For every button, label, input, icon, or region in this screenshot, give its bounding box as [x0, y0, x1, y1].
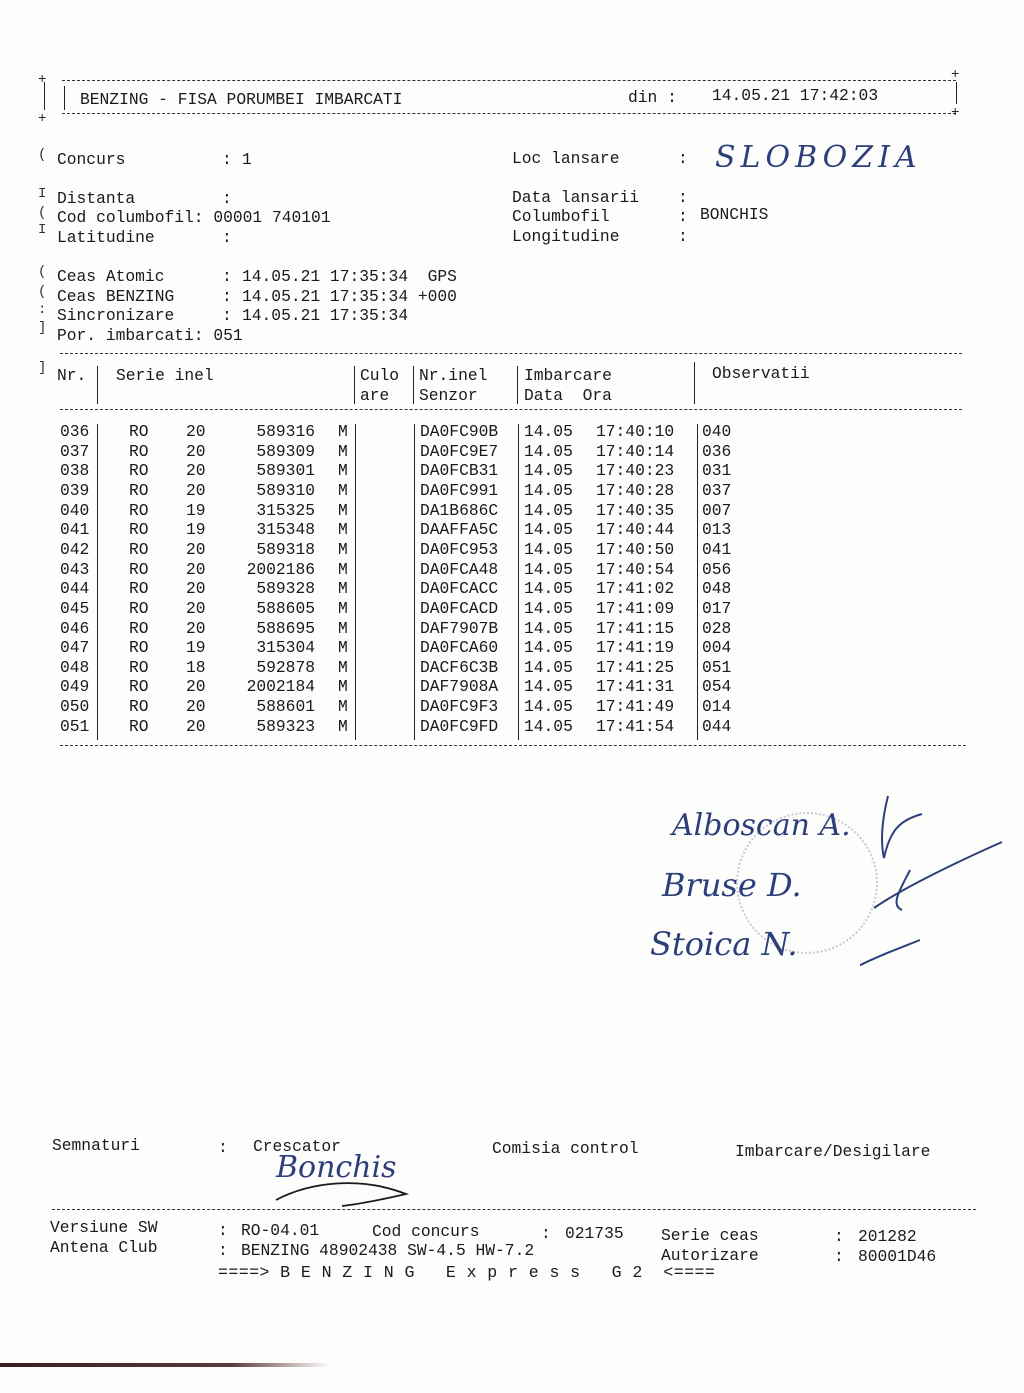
cell-nr: 050	[60, 697, 90, 717]
cell-sex: M	[338, 657, 348, 677]
columbofil-value: BONCHIS	[700, 205, 769, 224]
cell-tara: RO	[129, 657, 149, 677]
cell-an: 20	[186, 618, 206, 638]
cell-obs: 004	[702, 638, 732, 658]
margin-mark: (	[38, 264, 47, 280]
cell-senzor: DA0FCACC	[420, 579, 499, 599]
cell-an: 20	[186, 697, 206, 717]
header-inner-border	[64, 86, 65, 110]
cell-numar: 589328	[256, 579, 315, 599]
serie-ceas-label: Serie ceas	[661, 1226, 759, 1245]
cell-senzor: DA0FC9E7	[420, 441, 499, 461]
din-label: din :	[628, 88, 677, 107]
colon: :	[218, 1138, 228, 1157]
cell-data: 14.05	[524, 716, 573, 736]
cell-nr: 037	[60, 441, 90, 461]
cell-senzor: DACF6C3B	[420, 657, 499, 677]
cell-nr: 044	[60, 579, 90, 599]
col-sep	[354, 366, 355, 404]
versiune-sw-value: RO-04.01	[241, 1221, 320, 1240]
table-header-rule	[60, 409, 962, 410]
por-imbarcati-label-text: Por. imbarcati	[57, 326, 194, 345]
cell-tara: RO	[129, 579, 149, 599]
cell-numar: 588695	[256, 618, 315, 638]
cell-senzor: DAF7908A	[420, 677, 499, 697]
cell-senzor: DA0FC90B	[420, 422, 499, 441]
corner-mark: +	[951, 67, 960, 83]
cell-an: 19	[186, 500, 206, 520]
cell-ora: 17:40:35	[596, 500, 675, 520]
cell-ora: 17:40:54	[596, 559, 675, 579]
cell-numar: 589310	[256, 480, 315, 500]
cod-concurs-label: Cod concurs	[372, 1222, 480, 1241]
cell-tara: RO	[129, 500, 149, 520]
distanta-label: Distanta	[57, 189, 136, 208]
colon: :	[678, 227, 688, 246]
cell-numar: 2002184	[246, 677, 315, 697]
cell-data: 14.05	[524, 441, 573, 461]
col-sep	[517, 366, 518, 404]
cell-nr: 041	[60, 520, 90, 540]
cell-sex: M	[338, 716, 348, 736]
loc-lansare-label: Loc lansare	[512, 149, 620, 168]
sincronizare-label: Sincronizare	[57, 306, 175, 325]
header-bottom-rule	[62, 113, 956, 114]
cell-senzor: DA1B686C	[420, 500, 499, 520]
sincronizare-value: 14.05.21 17:35:34	[242, 306, 409, 325]
data-lansarii-label: Data lansarii	[512, 188, 640, 207]
crescator-signature-stroke	[270, 1168, 420, 1212]
cell-an: 20	[186, 677, 206, 697]
cell-ora: 17:41:54	[596, 716, 675, 736]
commission-signature-1: Alboscan A.	[672, 808, 851, 843]
cell-numar: 315304	[256, 638, 315, 658]
cell-senzor: DA0FC9F3	[420, 697, 499, 717]
signatures-rule	[52, 1209, 976, 1210]
col-sep	[355, 424, 356, 740]
cell-an: 18	[186, 657, 206, 677]
colon: :	[222, 189, 232, 208]
cell-tara: RO	[129, 539, 149, 559]
concurs-value: 1	[242, 150, 252, 169]
cell-sex: M	[338, 500, 348, 520]
cell-sex: M	[338, 441, 348, 461]
col-header-serie-inel: Serie inel	[116, 366, 214, 385]
cell-tara: RO	[129, 422, 149, 441]
cod-columbofil-label: Cod columbofil: 00001 740101	[57, 208, 331, 227]
colon: :	[222, 287, 232, 306]
cell-ora: 17:41:15	[596, 618, 675, 638]
colon: :	[834, 1227, 844, 1246]
cell-senzor: DA0FC991	[420, 480, 499, 500]
cell-obs: 031	[702, 461, 732, 481]
cell-data: 14.05	[524, 618, 573, 638]
colon: :	[218, 1221, 228, 1240]
cell-nr: 047	[60, 638, 90, 658]
margin-mark: (	[38, 284, 47, 300]
columbofil-label: Columbofil	[512, 207, 610, 226]
por-imbarcati-value: 051	[213, 326, 243, 345]
cod-concurs-value: 021735	[565, 1224, 624, 1243]
cell-an: 20	[186, 480, 206, 500]
col-header-culoare-1: Culo	[360, 366, 400, 385]
cell-tara: RO	[129, 480, 149, 500]
table-bottom-rule	[60, 745, 966, 746]
commission-signature-2: Bruse D.	[662, 866, 802, 904]
col-header-nr-inel-1: Nr.inel	[419, 366, 488, 385]
antena-club-value: BENZING 48902438 SW-4.5 HW-7.2	[241, 1241, 535, 1260]
col-sep	[414, 424, 415, 740]
cell-data: 14.05	[524, 638, 573, 658]
cell-numar: 588601	[256, 697, 315, 717]
benzing-express-banner: ====> B E N Z I N G E x p r e s s G 2 <====	[218, 1263, 716, 1282]
cell-obs: 028	[702, 618, 732, 638]
cell-ora: 17:41:25	[596, 657, 675, 677]
ceas-benzing-label: Ceas BENZING	[57, 287, 175, 306]
cell-senzor: DA0FCA60	[420, 638, 499, 658]
cell-sex: M	[338, 520, 348, 540]
margin-mark: :	[38, 302, 47, 318]
cell-obs: 017	[702, 598, 732, 618]
corner-mark: +	[38, 111, 47, 127]
cell-nr: 046	[60, 618, 90, 638]
cell-an: 19	[186, 520, 206, 540]
cell-obs: 014	[702, 697, 732, 717]
autorizare-value: 80001D46	[858, 1247, 937, 1266]
cell-an: 20	[186, 579, 206, 599]
paper-edge	[0, 1363, 330, 1367]
col-sep	[697, 424, 698, 740]
cell-data: 14.05	[524, 677, 573, 697]
signature-strokes	[860, 790, 1010, 990]
cell-data: 14.05	[524, 480, 573, 500]
header-top-rule	[62, 80, 956, 81]
ceas-atomic-label: Ceas Atomic	[57, 267, 165, 286]
cell-an: 20	[186, 598, 206, 618]
cell-data: 14.05	[524, 539, 573, 559]
semnaturi-label: Semnaturi	[52, 1136, 140, 1155]
ceas-benzing-value: 14.05.21 17:35:34 +000	[242, 287, 457, 306]
cell-obs: 013	[702, 520, 732, 540]
cell-nr: 039	[60, 480, 90, 500]
cell-sex: M	[338, 422, 348, 441]
cell-ora: 17:41:02	[596, 579, 675, 599]
cell-obs: 037	[702, 480, 732, 500]
cell-ora: 17:41:09	[596, 598, 675, 618]
cell-sex: M	[338, 579, 348, 599]
cell-tara: RO	[129, 638, 149, 658]
cell-obs: 054	[702, 677, 732, 697]
versiune-sw-label: Versiune SW	[50, 1218, 158, 1237]
cell-nr: 051	[60, 716, 90, 736]
cell-ora: 17:40:10	[596, 422, 675, 441]
cod-columbofil-value: 00001 740101	[213, 208, 331, 227]
colon: :	[678, 149, 688, 168]
cell-tara: RO	[129, 677, 149, 697]
col-sep	[694, 362, 695, 404]
colon: :	[222, 267, 232, 286]
colon: :	[222, 150, 232, 169]
cell-senzor: DA0FC9FD	[420, 716, 499, 736]
cell-ora: 17:41:49	[596, 697, 675, 717]
col-sep	[97, 424, 98, 740]
col-sep	[518, 424, 519, 740]
cell-tara: RO	[129, 598, 149, 618]
cell-obs: 036	[702, 441, 732, 461]
cell-sex: M	[338, 618, 348, 638]
margin-mark: I	[38, 186, 47, 202]
cell-an: 20	[186, 539, 206, 559]
cell-sex: M	[338, 539, 348, 559]
cell-an: 19	[186, 638, 206, 658]
cell-ora: 17:41:19	[596, 638, 675, 658]
cell-obs: 051	[702, 657, 732, 677]
cell-data: 14.05	[524, 461, 573, 481]
header-right-border	[956, 82, 957, 104]
cell-data: 14.05	[524, 657, 573, 677]
por-imbarcati-label: Por. imbarcati: 051	[57, 326, 243, 345]
cell-an: 20	[186, 441, 206, 461]
crescator-signature: Bonchis	[276, 1150, 397, 1185]
col-header-observatii: Observatii	[712, 364, 810, 383]
cell-numar: 589323	[256, 716, 315, 736]
ceas-atomic-value: 14.05.21 17:35:34 GPS	[242, 267, 457, 286]
cell-obs: 007	[702, 500, 732, 520]
margin-mark: ]	[38, 320, 47, 336]
cell-senzor: DAF7907B	[420, 618, 499, 638]
cell-tara: RO	[129, 716, 149, 736]
antena-club-label: Antena Club	[50, 1238, 158, 1257]
cell-tara: RO	[129, 697, 149, 717]
latitudine-label: Latitudine	[57, 228, 155, 247]
cell-obs: 048	[702, 579, 732, 599]
cell-sex: M	[338, 461, 348, 481]
din-value: 14.05.21 17:42:03	[712, 86, 879, 105]
cell-an: 20	[186, 461, 206, 481]
loc-lansare-handwritten: SLOBOZIA	[715, 140, 922, 175]
corner-mark: +	[951, 105, 960, 121]
serie-ceas-value: 201282	[858, 1227, 917, 1246]
cell-tara: RO	[129, 520, 149, 540]
longitudine-label: Longitudine	[512, 227, 620, 246]
cell-data: 14.05	[524, 422, 573, 441]
comisia-control-label: Comisia control	[492, 1139, 639, 1158]
margin-mark: I	[38, 222, 47, 238]
cell-nr: 043	[60, 559, 90, 579]
cell-obs: 044	[702, 716, 732, 736]
margin-mark: ]	[38, 360, 47, 376]
cell-data: 14.05	[524, 559, 573, 579]
colon: :	[222, 228, 232, 247]
cell-ora: 17:40:44	[596, 520, 675, 540]
cell-data: 14.05	[524, 500, 573, 520]
cell-numar: 589309	[256, 441, 315, 461]
cell-nr: 045	[60, 598, 90, 618]
autorizare-label: Autorizare	[661, 1246, 759, 1265]
cell-an: 20	[186, 422, 206, 441]
cell-numar: 2002186	[246, 559, 315, 579]
col-header-nr-inel-2: Senzor	[419, 386, 478, 405]
table-top-rule	[60, 353, 962, 354]
commission-signature-3: Stoica N.	[650, 925, 798, 963]
cell-ora: 17:40:28	[596, 480, 675, 500]
document-title: BENZING - FISA PORUMBEI IMBARCATI	[80, 90, 403, 109]
col-header-imbarcare-2: Data Ora	[524, 386, 612, 405]
cell-senzor: DA0FC953	[420, 539, 499, 559]
cell-sex: M	[338, 559, 348, 579]
cell-nr: 038	[60, 461, 90, 481]
cell-nr: 048	[60, 657, 90, 677]
colon: :	[218, 1241, 228, 1260]
cod-columbofil-label-text: Cod columbofil	[57, 208, 194, 227]
cell-tara: RO	[129, 441, 149, 461]
cell-numar: 315325	[256, 500, 315, 520]
cell-tara: RO	[129, 559, 149, 579]
cell-tara: RO	[129, 461, 149, 481]
crescator-label: Crescator	[253, 1137, 341, 1156]
cell-tara: RO	[129, 618, 149, 638]
cell-sex: M	[338, 677, 348, 697]
cell-numar: 588605	[256, 598, 315, 618]
cell-numar: 592878	[256, 657, 315, 677]
cell-nr: 049	[60, 677, 90, 697]
cell-obs: 056	[702, 559, 732, 579]
margin-mark: (	[38, 205, 47, 221]
concurs-label: Concurs	[57, 150, 126, 169]
cell-data: 14.05	[524, 520, 573, 540]
cell-obs: 041	[702, 539, 732, 559]
cell-numar: 589316	[256, 422, 315, 441]
col-header-culoare-2: are	[360, 386, 390, 405]
cell-sex: M	[338, 480, 348, 500]
cell-data: 14.05	[524, 697, 573, 717]
col-sep	[413, 366, 414, 404]
cell-senzor: DA0FCACD	[420, 598, 499, 618]
corner-mark: +	[38, 72, 47, 88]
colon: :	[834, 1247, 844, 1266]
cell-ora: 17:40:14	[596, 441, 675, 461]
cell-an: 20	[186, 716, 206, 736]
imbarcare-desigilare-label: Imbarcare/Desigilare	[735, 1142, 931, 1161]
colon: :	[222, 306, 232, 325]
cell-ora: 17:40:50	[596, 539, 675, 559]
colon: :	[678, 188, 688, 207]
cell-ora: 17:40:23	[596, 461, 675, 481]
col-header-imbarcare-1: Imbarcare	[524, 366, 612, 385]
cell-data: 14.05	[524, 579, 573, 599]
col-sep	[97, 366, 98, 404]
cell-ora: 17:41:31	[596, 677, 675, 697]
cell-senzor: DA0FCA48	[420, 559, 499, 579]
cell-numar: 589301	[256, 461, 315, 481]
cell-senzor: DA0FCB31	[420, 461, 499, 481]
cell-nr: 036	[60, 422, 90, 441]
cell-senzor: DAAFFA5C	[420, 520, 499, 540]
cell-sex: M	[338, 638, 348, 658]
cell-obs: 040	[702, 422, 732, 441]
cell-numar: 589318	[256, 539, 315, 559]
margin-mark: (	[38, 147, 47, 163]
cell-an: 20	[186, 559, 206, 579]
cell-sex: M	[338, 598, 348, 618]
cell-data: 14.05	[524, 598, 573, 618]
colon: :	[541, 1224, 551, 1243]
cell-sex: M	[338, 697, 348, 717]
cell-nr: 042	[60, 539, 90, 559]
cell-numar: 315348	[256, 520, 315, 540]
col-header-nr: Nr.	[57, 366, 87, 385]
colon: :	[678, 207, 688, 226]
cell-nr: 040	[60, 500, 90, 520]
